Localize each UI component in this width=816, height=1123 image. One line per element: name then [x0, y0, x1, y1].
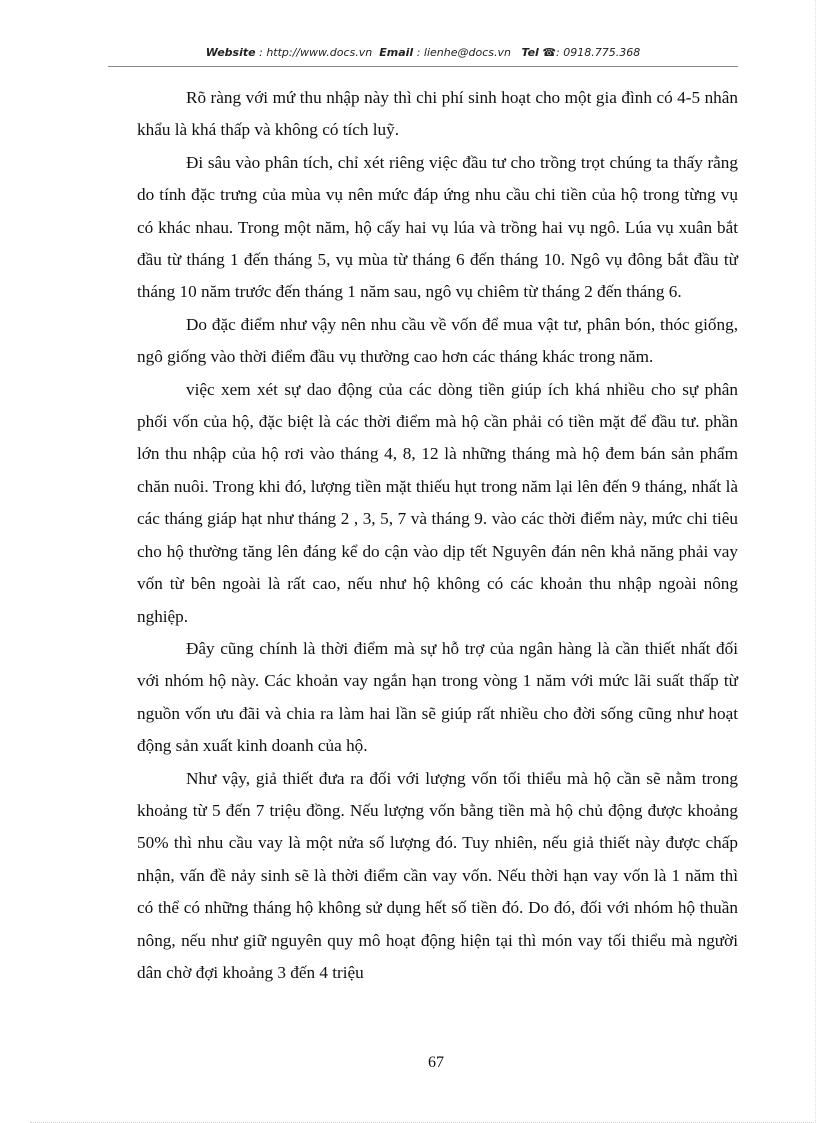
email-label: Email	[379, 46, 414, 59]
paragraph: Do đặc điểm như vậy nên nhu cầu về vốn để mua vật tư, phân bón, thóc giống, ngô giống vào thời điểm đầu vụ thường cao hơn các tháng khác trong năm.	[137, 314, 738, 367]
header-divider	[108, 66, 738, 67]
tel-value: : 0918.775.368	[556, 46, 641, 59]
page-number: 67	[428, 1054, 444, 1071]
paragraph: Đây cũng chính là thời điểm mà sự hỗ trợ của ngân hàng là cần thiết nhất đối với nhóm hộ này. Các khoản vay ngắn hạn trong vòng 1 năm với mức lãi suất thấp từ nguồn vốn ưu đãi và chia ra làm hai lần sẽ giúp rất nhiều cho đời sống cũng như hoạt động sản xuất kinh doanh của hộ.	[137, 638, 738, 756]
paragraph: Đi sâu vào phân tích, chỉ xét riêng việc đầu tư cho trồng trọt chúng ta thấy rằng do tính đặc trưng của mùa vụ nên mức đáp ứng nhu cầu chi tiền của hộ trong từng vụ có khác nhau. Trong một năm, hộ cấy hai vụ lúa và trồng hai vụ ngô. Lúa vụ xuân bắt đầu từ tháng 1 đến tháng 5, vụ mùa từ tháng 6 đến tháng 10. Ngô vụ đông bắt đầu từ tháng 10 năm trước đến tháng 1 năm sau, ngô vụ chiêm từ tháng 2 đến tháng 6.	[137, 152, 738, 302]
website-separator: :	[255, 46, 267, 59]
email-separator: :	[413, 46, 424, 59]
phone-icon: ☎	[542, 46, 557, 59]
website-label: Website	[205, 46, 256, 59]
page-header	[108, 46, 738, 59]
paragraph: việc xem xét sự dao động của các dòng tiền giúp ích khá nhiều cho sự phân phối vốn của hộ, đặc biệt là các thời điểm mà hộ cần phải có tiền mặt để đầu tư. phần lớn thu nhập của hộ rơi vào tháng 4, 8, 12 là những tháng mà hộ đem bán sản phẩm chăn nuôi. Trong khi đó, lượng tiền mặt thiếu hụt trong năm lại lên đến 9 tháng, nhất là các tháng giáp hạt như tháng 2 , 3, 5, 7 và tháng 9. vào các thời điểm này, mức chi tiêu cho hộ thường tăng lên đáng kể do cận vào dịp tết Nguyên đán nên khả năng phải vay vốn từ bên ngoài là rất cao, nếu như hộ không có các khoản thu nhập ngoài nông nghiệp.	[137, 379, 738, 626]
website-url[interactable]: http://www.docs.vn	[266, 46, 373, 59]
email-value[interactable]: lienhe@docs.vn	[423, 46, 511, 59]
paragraph: Như vậy, giả thiết đưa ra đối với lượng vốn tối thiểu mà hộ cần sẽ nằm trong khoảng từ 5 đến 7 triệu đồng. Nếu lượng vốn bằng tiền mà hộ chủ động được khoảng 50% thì nhu cầu vay là một nửa số lượng đó. Tuy nhiên, nếu giả thiết này được chấp nhận, vấn đề nảy sinh sẽ là thời điểm cần vay vốn. Nếu thời hạn vay vốn là 1 năm thì có thể có những tháng hộ không sử dụng hết số tiền đó. Do đó, đối với nhóm hộ thuần nông, nếu như giữ nguyên quy mô hoạt động hiện tại thì món vay tối thiểu mà người dân chờ đợi khoảng 3 đến 4 triệu	[137, 768, 738, 982]
body-text	[137, 82, 738, 989]
paragraph: Rõ ràng với mứ thu nhập này thì chi phí sinh hoạt cho một gia đình có 4-5 nhân khẩu là khá thấp và không có tích luỹ.	[137, 88, 738, 140]
tel-label: Tel	[521, 46, 539, 59]
